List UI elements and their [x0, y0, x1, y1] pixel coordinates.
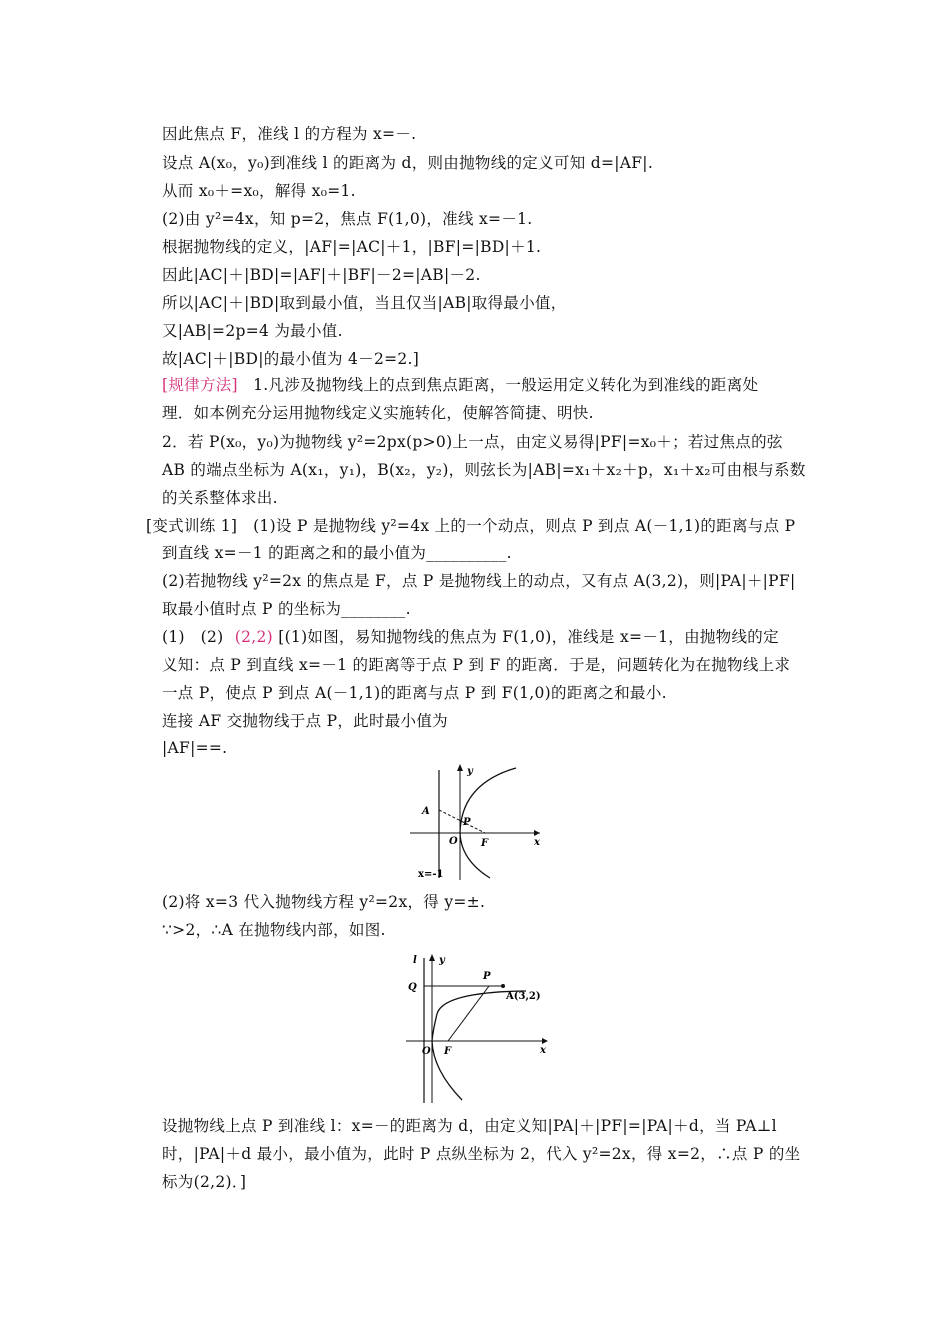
text-line: 2．若 P(x₀，y₀)为抛物线 y²=2px(p>0)上一点，由定义易得|PF|=x₀＋；若过焦点的弦	[162, 433, 783, 451]
label-l: l	[413, 955, 417, 966]
method-text: 1.凡涉及抛物线上的点到焦点距离，一般运用定义转化为到准线的距离处	[253, 376, 759, 394]
y-axis-arrow-icon	[429, 954, 435, 961]
label-p: P	[483, 971, 491, 982]
label-x: x	[534, 837, 540, 848]
segment-pf	[448, 986, 489, 1041]
text-line: |AF|==.	[162, 739, 228, 757]
point-a	[501, 984, 505, 988]
text-line: 时，|PA|＋d 最小，最小值为，此时 P 点纵坐标为 2，代入 y²=2x，得 x=2，∴点 P 的坐	[162, 1145, 801, 1163]
method-line	[162, 375, 758, 395]
label-f: F	[481, 838, 489, 849]
text-line: 的关系整体求出.	[162, 489, 278, 507]
text-line: AB 的端点坐标为 A(x₁，y₁)，B(x₂，y₂)，则弦长为|AB|=x₁＋x₂＋p，x₁＋x₂可由根与系数	[162, 461, 806, 479]
label-y: y	[467, 766, 473, 777]
text-line: 设点 A(x₀，y₀)到准线 l 的距离为 d，则由抛物线的定义可知 d=|AF|.	[162, 154, 654, 172]
text-line: ∵>2，∴A 在抛物线内部，如图.	[162, 921, 386, 939]
text-line: 设抛物线上点 P 到准线 l：x=－的距离为 d，由定义知|PA|＋|PF|=|PA|＋d，当 PA⊥l	[162, 1117, 777, 1135]
text-line: 标为(2,2)．]	[162, 1173, 247, 1191]
text-line: 理．如本例充分运用抛物线定义实施转化，使解答简捷、明快.	[162, 404, 594, 422]
text-line: 因此焦点 F，准线 l 的方程为 x=－.	[162, 125, 417, 143]
exercise-line: [变式训练 1] (1)设 P 是抛物线 y²=4x 上的一个动点，则点 P 到点 A(－1,1)的距离与点 P	[146, 517, 796, 535]
text-line: 取最小值时点 P 的坐标为________.	[162, 600, 411, 618]
text-line: 义知：点 P 到直线 x=－1 的距离等于点 P 到 F 的距离．于是，问题转化为在抛物线上求	[162, 656, 791, 674]
label-o: O	[449, 836, 458, 847]
x-axis-arrow-icon	[534, 830, 540, 836]
text-line: 从而 x₀＋=x₀，解得 x₀=1.	[162, 182, 356, 200]
answer-value: (2,2)	[234, 628, 273, 646]
text-line: 故|AC|＋|BD|的最小值为 4－2=2.]	[162, 350, 420, 368]
answer-text: [(1)如图，易知抛物线的焦点为 F(1,0)，准线是 x=－1，由抛物线的定	[278, 628, 779, 646]
text-line: 连接 AF 交抛物线于点 P，此时最小值为	[162, 712, 448, 730]
label-a: A	[422, 806, 430, 817]
label-directrix: x=-1	[418, 869, 444, 880]
text-line: 一点 P，使点 P 到点 A(－1,1)的距离与点 P 到 F(1,0)的距离之和最小.	[162, 684, 667, 702]
answer-prefix: (1) (2)	[162, 628, 224, 646]
label-o: O	[422, 1046, 431, 1057]
text-line: 所以|AC|＋|BD|取到最小值，当且仅当|AB|取得最小值，	[162, 294, 567, 312]
x-axis-arrow-icon	[542, 1038, 548, 1044]
answer-line	[162, 627, 779, 647]
figure-parabola-1	[404, 760, 546, 884]
label-q: Q	[408, 982, 417, 993]
segment-af	[439, 810, 485, 833]
figure-parabola-2	[402, 950, 552, 1106]
text-line: (2)由 y²=4x，知 p=2，焦点 F(1,0)，准线 x=－1.	[162, 210, 533, 228]
label-a: A(3,2)	[506, 991, 541, 1002]
method-tag: [规律方法]	[162, 376, 238, 394]
text-line: 因此|AC|＋|BD|=|AF|＋|BF|－2=|AB|－2.	[162, 266, 481, 284]
label-y: y	[439, 955, 445, 966]
text-line: (2)将 x=3 代入抛物线方程 y²=2x，得 y=±.	[162, 893, 486, 911]
text-line: 根据抛物线的定义，|AF|=|AC|＋1，|BF|=|BD|＋1.	[162, 238, 542, 256]
text-line: 又|AB|=2p=4 为最小值.	[162, 322, 343, 340]
y-axis-arrow-icon	[457, 764, 463, 771]
text-line: 到直线 x=－1 的距离之和的最小值为__________.	[162, 544, 512, 562]
text-line: (2)若抛物线 y²=2x 的焦点是 F，点 P 是抛物线上的动点，又有点 A(3,2)，则|PA|＋|PF|	[162, 572, 796, 590]
label-x: x	[540, 1045, 546, 1056]
label-p: P	[463, 817, 471, 828]
label-f: F	[444, 1046, 452, 1057]
